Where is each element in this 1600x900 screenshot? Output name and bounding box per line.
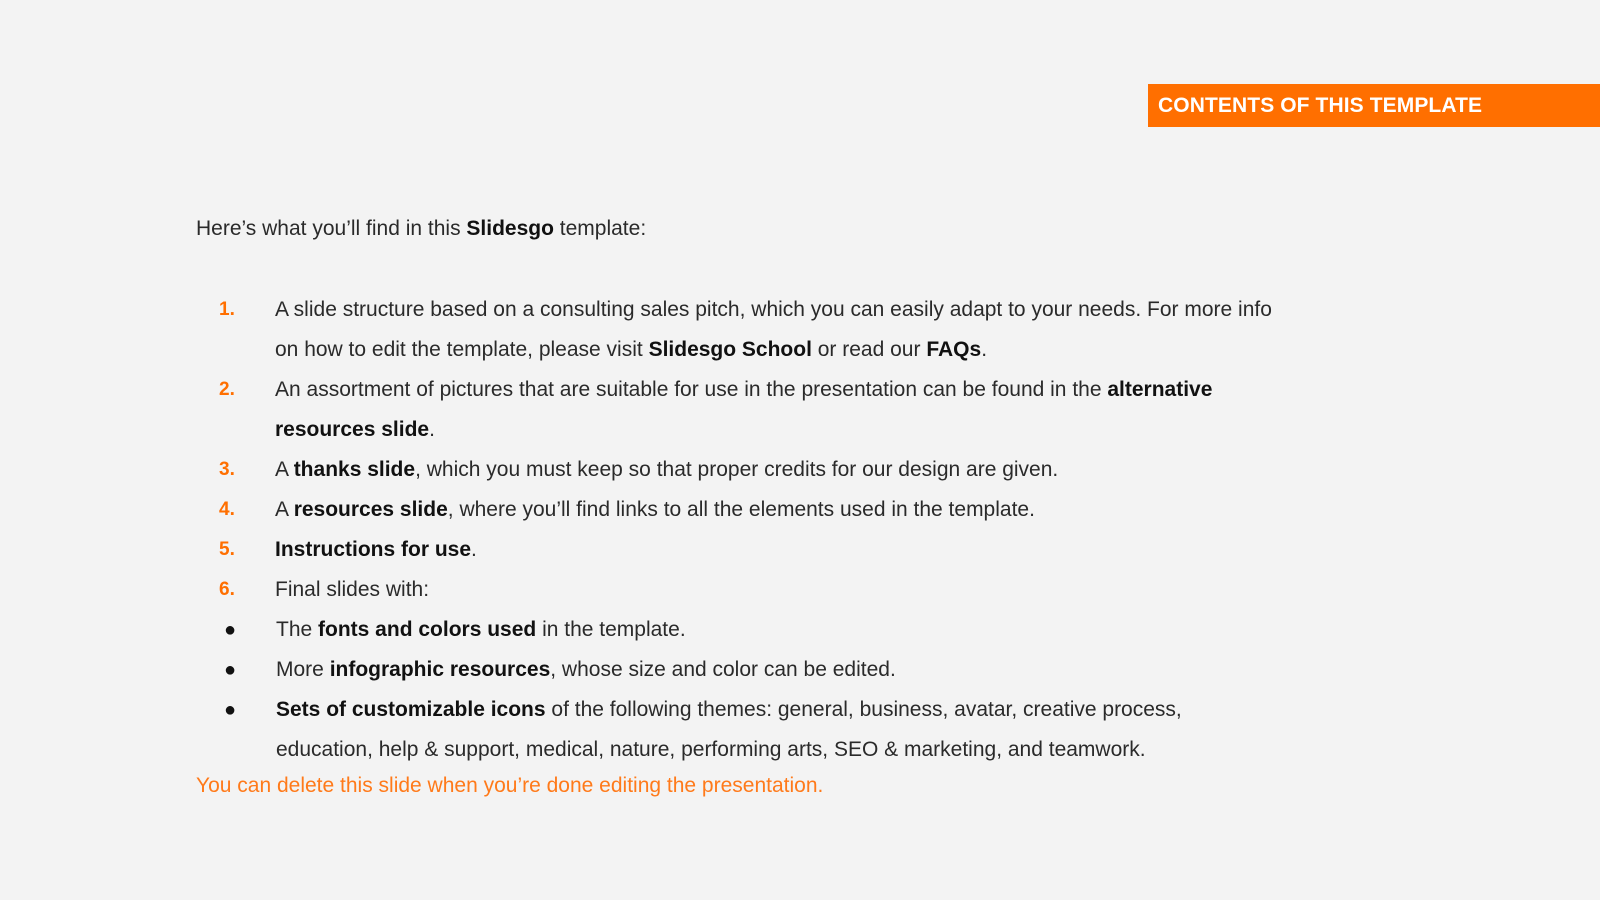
list-item-5: [196, 530, 1276, 570]
item-1-line-2: [275, 330, 1276, 370]
item-number: 6.: [219, 579, 235, 600]
item-bold-text: Instructions for use: [275, 538, 472, 561]
item-2-line-2: [275, 410, 1276, 450]
item-text: .: [429, 418, 435, 441]
item-text: .: [471, 538, 477, 561]
item-text: An assortment of pictures that are suitable for use in the presentation can be found in the: [275, 378, 1108, 401]
item-number: 5.: [219, 539, 235, 560]
item-bold-text: fonts and colors used: [318, 618, 537, 641]
footer-note: You can delete this slide when you’re done editing the presentation.: [196, 774, 824, 797]
item-4-line: [275, 490, 1276, 530]
item-number: 4.: [219, 499, 235, 520]
item-text: A: [275, 458, 294, 481]
contents-list: [196, 290, 1276, 770]
item-5-line: [275, 530, 1276, 570]
faqs-link[interactable]: FAQs: [926, 338, 982, 361]
list-item-2: [196, 370, 1276, 450]
sub-item-2-line: [276, 650, 1276, 690]
item-bold-text: thanks slide: [293, 458, 416, 481]
sub-item-3-line-2: education, help & support, medical, nature, performing arts, SEO & marketing, and teamwork.: [276, 738, 1146, 761]
list-item-1: [196, 290, 1276, 370]
item-text: More: [276, 658, 330, 681]
bullet-icon: ●: [224, 659, 237, 681]
item-bold-text: infographic resources: [329, 658, 551, 681]
item-bold-text: resources slide: [293, 498, 448, 521]
item-6-line: Final slides with:: [275, 578, 430, 601]
item-1-line-1: A slide structure based on a consulting sales pitch, which you can easily adapt to your needs. For more info: [275, 298, 1272, 321]
intro-before: Here’s what you’ll find in this: [196, 217, 467, 240]
intro-brand: Slidesgo: [466, 217, 554, 240]
sub-item-1: [196, 610, 1276, 650]
item-text: .: [981, 338, 988, 361]
item-text: on how to edit the template, please visit: [275, 338, 649, 361]
item-number: 3.: [219, 459, 235, 480]
item-number: 2.: [219, 379, 235, 400]
item-text: or read our: [811, 338, 927, 361]
slide-title: CONTENTS OF THIS TEMPLATE: [1158, 93, 1483, 117]
item-text: , where you’ll find links to all the elements used in the template.: [447, 498, 1035, 521]
item-text: , which you must keep so that proper credits for our design are given.: [415, 458, 1059, 481]
item-text: The: [276, 618, 319, 641]
item-2-line-1: [275, 370, 1276, 410]
bullet-icon: ●: [224, 619, 237, 641]
item-bold-text: Sets of customizable icons: [276, 698, 546, 721]
item-bold-text: resources slide: [275, 418, 430, 441]
intro-text: [196, 213, 646, 245]
sub-item-3: [196, 690, 1276, 770]
list-item-6: [196, 570, 1276, 610]
item-3-line: [275, 450, 1276, 490]
sub-item-2: [196, 650, 1276, 690]
title-banner: [1148, 84, 1600, 127]
sub-list: [196, 610, 1276, 770]
item-text: of the following themes: general, business, avatar, creative process,: [545, 698, 1182, 721]
item-number: 1.: [219, 299, 235, 320]
sub-item-3-line-1: [276, 690, 1276, 730]
intro-after: template:: [553, 217, 647, 240]
sub-list-container: [196, 610, 1276, 770]
slidesgo-school-link[interactable]: Slidesgo School: [648, 338, 812, 361]
item-text: A: [275, 498, 294, 521]
item-bold-text: alternative: [1107, 378, 1213, 401]
list-item-4: [196, 490, 1276, 530]
item-text: , whose size and color can be edited.: [550, 658, 896, 681]
sub-item-1-line: [276, 610, 1276, 650]
bullet-icon: ●: [224, 699, 237, 721]
item-text: in the template.: [536, 618, 686, 641]
list-item-3: [196, 450, 1276, 490]
